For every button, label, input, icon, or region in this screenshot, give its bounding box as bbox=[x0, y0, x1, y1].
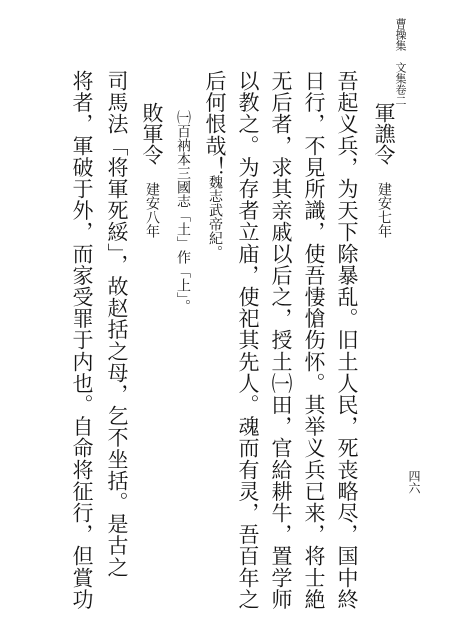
running-head: 曹操集 文集卷二 bbox=[394, 18, 407, 106]
source-citation: 魏志武帝紀。 bbox=[207, 175, 223, 259]
footnote: ㈠百衲本三國志「土」作「上」。 bbox=[175, 110, 191, 313]
section-title-jun-qiao-ling: 軍譙令 bbox=[372, 102, 396, 165]
text-line-2: 日行，不見所識，使吾悽愴伤怀。其举义兵已来，将士絶 bbox=[302, 70, 326, 610]
text-line-4: 以教之。为存者立庙，使祀其先人。魂而有灵，吾百年之 bbox=[236, 70, 260, 610]
section-title-bai-jun-ling: 敗軍令 bbox=[140, 102, 164, 165]
text-line-7: 将者，軍破于外，而家受罪于内也。自命将征行，但賞功 bbox=[70, 70, 94, 610]
text-line-5: 后何恨哉！ bbox=[203, 70, 227, 178]
text-line-1: 吾起义兵，为天下除暴乱。旧土人民，死丧略尽，国中終 bbox=[335, 70, 359, 610]
section-date: 建安八年 bbox=[144, 182, 160, 238]
page-number: 四六 bbox=[407, 470, 421, 494]
section-date: 建安七年 bbox=[376, 182, 392, 238]
text-line-6: 司馬法「将軍死綏」，故赵括之母，乞不坐括。是古之 bbox=[105, 70, 129, 578]
text-line-3: 无后者，求其亲戚以后之，授土㈠田，官給耕牛，置学师 bbox=[269, 70, 293, 610]
